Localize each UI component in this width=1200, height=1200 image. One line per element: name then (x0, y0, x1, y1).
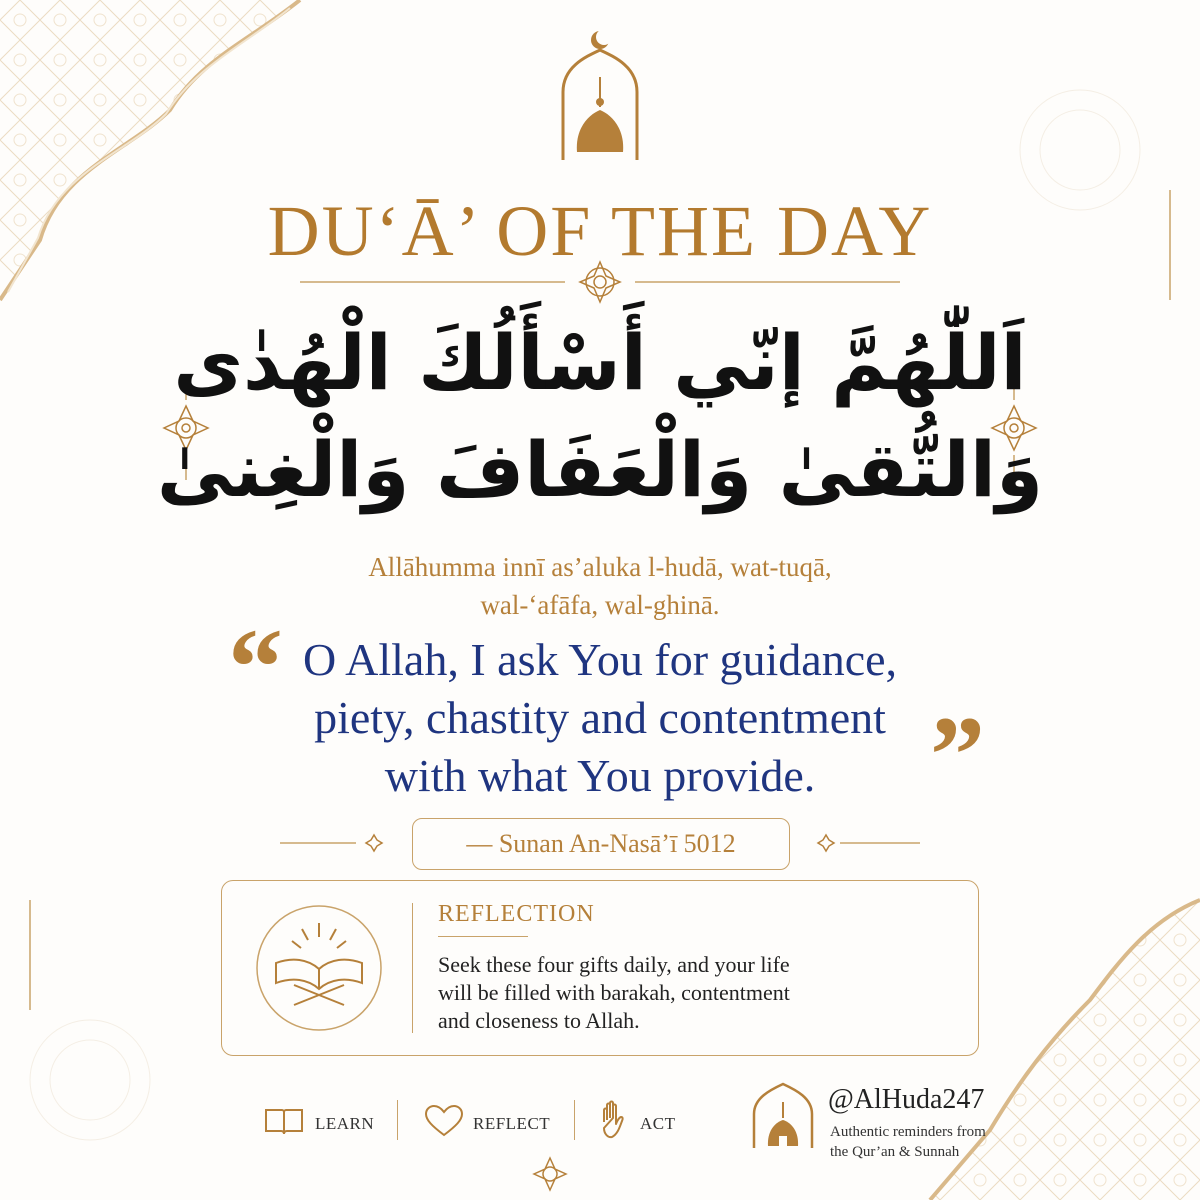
act-label: ACT (640, 1114, 676, 1133)
footer-separator-1 (397, 1100, 398, 1140)
reflection-title: REFLECTION (438, 901, 595, 927)
source-citation: — Sunan An-Nasā’ī 5012 (412, 818, 790, 870)
reflect-label: REFLECT (473, 1114, 551, 1133)
bottom-ornament-icon (530, 1154, 570, 1194)
reflection-card (221, 880, 979, 1056)
heart-icon (424, 1104, 464, 1138)
reflection-line-3: and closeness to Allah. (438, 1008, 640, 1033)
reflection-separator (412, 903, 413, 1033)
reflection-line-1: Seek these four gifts daily, and your life (438, 952, 790, 977)
book-icon (264, 1104, 304, 1138)
reflection-line-2: will be filled with barakah, contentment (438, 980, 790, 1005)
arabic-line-2: وَالتُّقىٰ وَالْعَفَافَ وَالْغِنىٰ (156, 425, 1044, 514)
brand-tagline-1: Authentic reminders from (830, 1124, 986, 1140)
transliteration-line-1: Allāhumma innī as’aluka l-hudā, wat-tuqā, (368, 552, 832, 582)
brand-handle[interactable]: @AlHuda247 (828, 1084, 985, 1115)
translation-line-2: piety, chastity and contentment (314, 692, 886, 743)
arabic-line-1: اَللّٰهُمَّ إنّي أَسْأَلُكَ الْهُدٰى (173, 318, 1027, 407)
brand-mosque-icon (748, 1080, 818, 1150)
raised-hand-icon (598, 1100, 628, 1140)
transliteration-line-2: wal-‘afāfa, wal-ghinā. (480, 590, 720, 620)
translation-line-3: with what You provide. (384, 750, 816, 801)
translation-line-1: O Allah, I ask You for guidance, (302, 634, 898, 685)
page-title: DU‘Ā’ OF THE DAY (267, 191, 933, 271)
footer-separator-2 (574, 1100, 575, 1140)
brand-tagline-2: the Qur’an & Sunnah (830, 1144, 960, 1160)
open-quote-icon: “ (228, 606, 283, 728)
mosque-icon (555, 22, 645, 162)
learn-label: LEARN (315, 1114, 375, 1133)
open-quran-icon (254, 903, 384, 1033)
title-divider (300, 260, 900, 304)
reflection-underline (438, 936, 528, 937)
close-quote-icon: ” (930, 694, 985, 816)
